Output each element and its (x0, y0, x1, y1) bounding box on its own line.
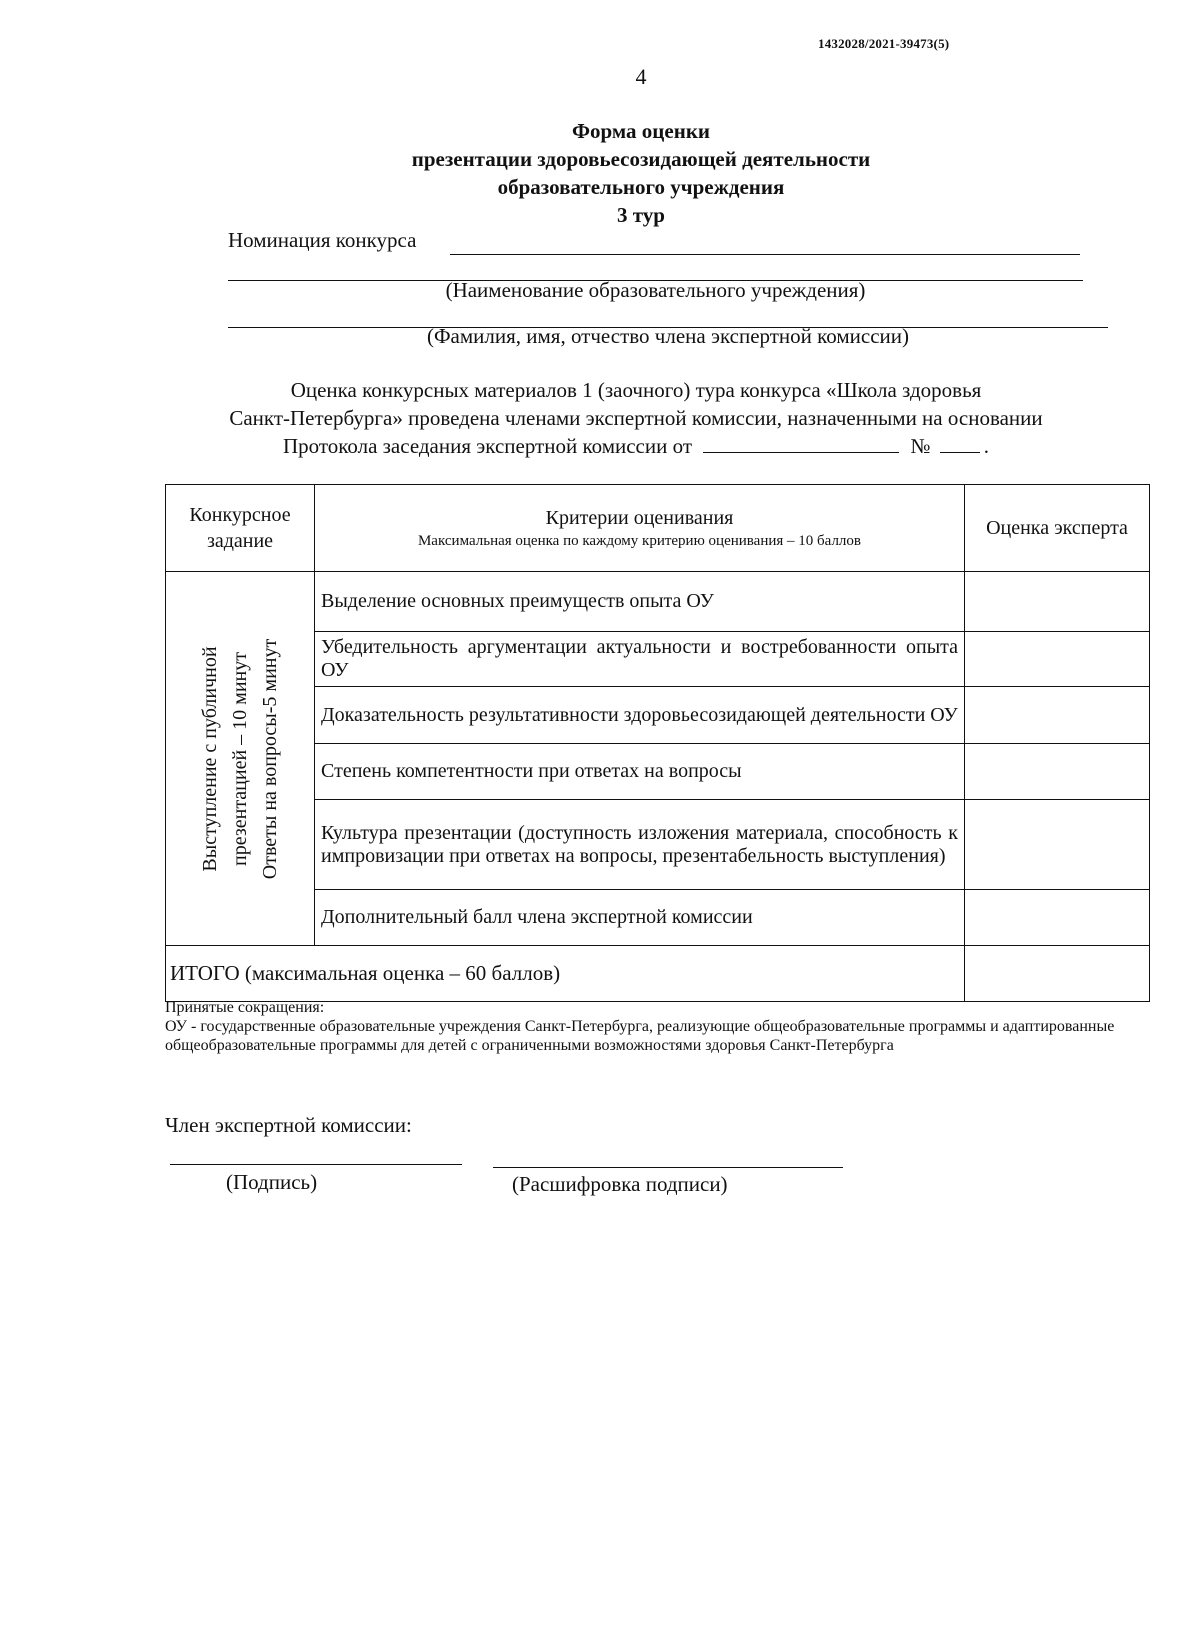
abbreviations-title: Принятые сокращения: (165, 999, 325, 1016)
intro-paragraph (150, 376, 1122, 460)
header-criteria-title: Критерии оценивания (545, 506, 734, 529)
protocol-date-field[interactable] (703, 434, 899, 453)
expert-member-label: Член экспертной комиссии: (165, 1113, 412, 1137)
protocol-end-dot: . (983, 434, 990, 458)
intro-line-2: Санкт-Петербурга» проведена членами экспертной комиссии, назначенными на основании (229, 406, 1043, 430)
signature-line[interactable] (170, 1164, 462, 1165)
signature-caption: (Подпись) (226, 1170, 318, 1194)
form-subtitle-line-1: презентации здоровьесозидающей деятельности (411, 147, 871, 171)
score-cell[interactable] (965, 890, 1150, 946)
criterion-cell: Культура презентации (доступность изложения материала, способность к импровизации при ответах на вопросы, презентабельность выступления) (315, 800, 965, 890)
criterion-cell: Дополнительный балл члена экспертной комиссии (315, 890, 965, 946)
protocol-label: Протокола заседания экспертной комиссии от (282, 434, 692, 458)
total-label: ИТОГО (максимальная оценка – 60 баллов) (166, 946, 965, 1002)
form-subtitle-line-2: образовательного учреждения (497, 175, 785, 199)
form-title: Форма оценки (571, 119, 711, 143)
score-cell[interactable] (965, 572, 1150, 632)
evaluation-table (165, 484, 1150, 1002)
intro-line-3 (150, 432, 1122, 460)
protocol-number-field[interactable] (940, 434, 980, 453)
page-number: 4 (635, 64, 647, 89)
total-row (166, 946, 1150, 1002)
score-cell[interactable] (965, 687, 1150, 744)
total-score-cell[interactable] (965, 946, 1150, 1002)
nomination-field-line[interactable] (450, 254, 1080, 255)
expert-name-caption: (Фамилия, имя, отчество члена экспертной комиссии) (426, 324, 910, 348)
score-cell[interactable] (965, 744, 1150, 800)
criterion-cell: Степень компетентности при ответах на вопросы (315, 744, 965, 800)
intro-line-1: Оценка конкурсных материалов 1 (заочного) тура конкурса «Школа здоровья (290, 378, 982, 402)
task-name-vertical (195, 638, 285, 878)
abbreviations-text: ОУ - государственные образовательные учреждения Санкт-Петербурга, реализующие общеобразовательные программы и адаптированные общеобразовательные программы для детей с ограниченными возможностями здоровья Санкт-Петербурга (165, 1018, 1115, 1054)
table-row (166, 572, 1150, 632)
signature-decoding-line[interactable] (493, 1167, 843, 1168)
header-expert-score: Оценка эксперта (965, 485, 1150, 572)
task-name-line-2: презентацией – 10 минут (229, 651, 251, 866)
number-sign: № (910, 434, 931, 458)
institution-caption: (Наименование образовательного учреждения) (445, 278, 866, 302)
criterion-cell: Выделение основных преимуществ опыта ОУ (315, 572, 965, 632)
header-task: Конкурсное задание (166, 485, 315, 572)
criterion-cell: Убедительность аргументации актуальности и востребованности опыта ОУ (315, 632, 965, 687)
task-name-line-3: Ответы на вопросы-5 минут (259, 638, 281, 879)
header-criteria-subtitle: Максимальная оценка по каждому критерию оценивания – 10 баллов (417, 532, 862, 549)
registration-number: 1432028/2021-39473(5) (818, 36, 950, 51)
table-header-row (166, 485, 1150, 572)
criterion-cell: Доказательность результативности здоровьесозидающей деятельности ОУ (315, 687, 965, 744)
task-name-cell (166, 572, 315, 946)
header-criteria (315, 485, 965, 572)
score-cell[interactable] (965, 800, 1150, 890)
score-cell[interactable] (965, 632, 1150, 687)
signature-decoding-caption: (Расшифровка подписи) (512, 1172, 728, 1196)
abbreviations-block (165, 998, 1115, 1055)
round-label: 3 тур (617, 203, 665, 227)
task-name-line-1: Выступление с публичной (199, 645, 221, 872)
nomination-label: Номинация конкурса (228, 228, 417, 252)
